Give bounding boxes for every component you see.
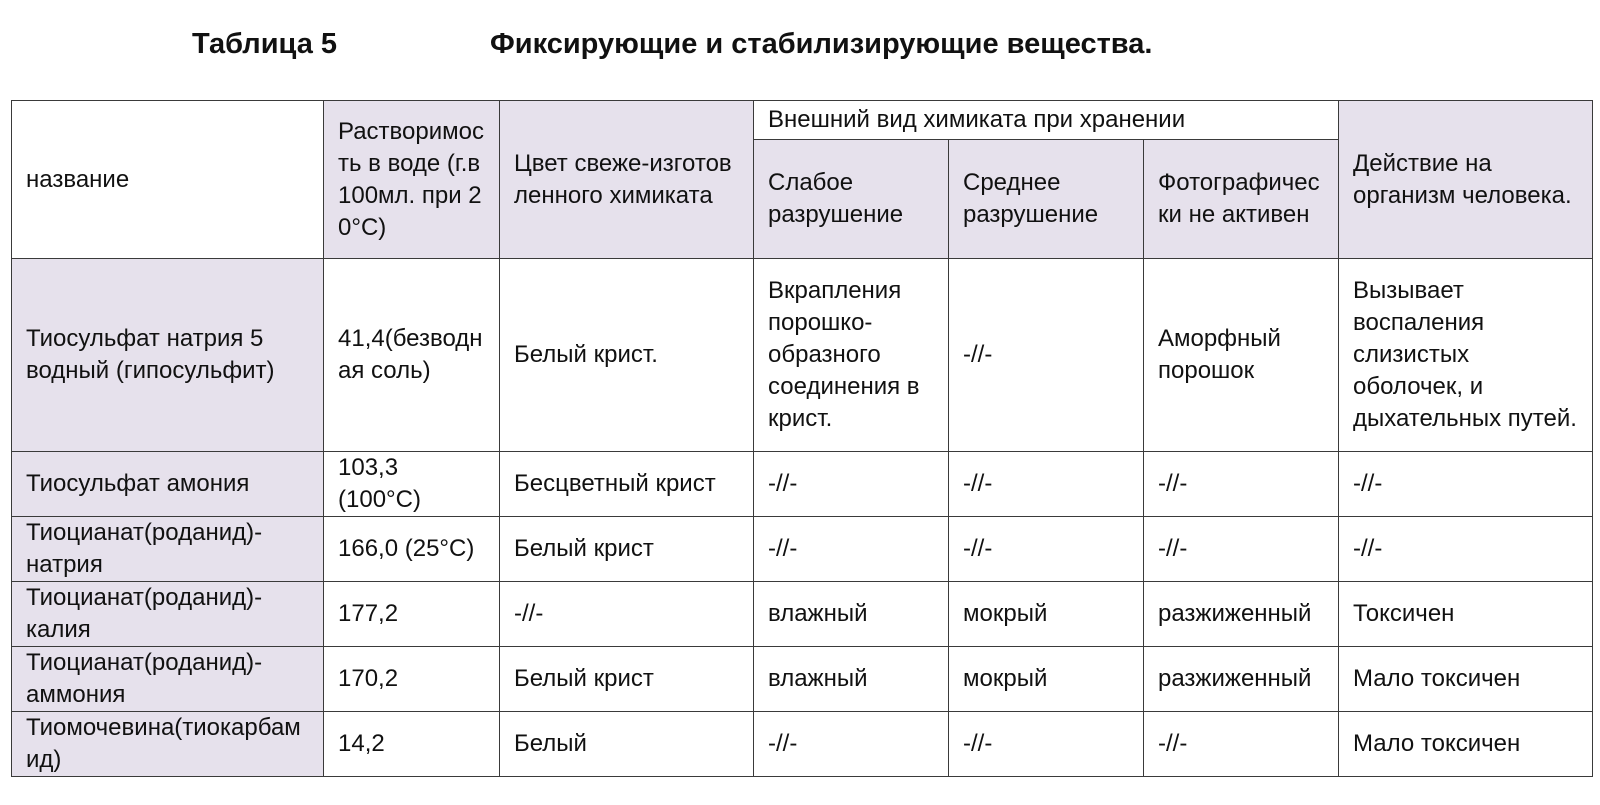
header-name: название bbox=[12, 101, 324, 259]
header-color: Цвет свеже-изготовленного химиката bbox=[500, 101, 754, 259]
cell-medium: -//- bbox=[949, 452, 1144, 517]
table-row bbox=[12, 452, 1593, 517]
header-effect: Действие на организм человека. bbox=[1339, 101, 1593, 259]
cell-inactive: Аморфный порошок bbox=[1144, 259, 1339, 452]
cell-effect: Токсичен bbox=[1339, 582, 1593, 647]
cell-name: Тиоцианат(роданид)-аммония bbox=[12, 647, 324, 712]
table-title: Фиксирующие и стабилизирующие вещества. bbox=[490, 28, 1153, 60]
cell-weak: -//- bbox=[754, 452, 949, 517]
cell-effect: -//- bbox=[1339, 452, 1593, 517]
cell-weak: -//- bbox=[754, 712, 949, 777]
cell-effect: Мало токсичен bbox=[1339, 647, 1593, 712]
cell-name: Тиосульфат амония bbox=[12, 452, 324, 517]
cell-inactive: -//- bbox=[1144, 452, 1339, 517]
cell-solubility: 103,3 (100°C) bbox=[324, 452, 500, 517]
table-number: Таблица 5 bbox=[192, 28, 338, 60]
table-row bbox=[12, 259, 1593, 452]
header-weak: Слабое разрушение bbox=[754, 140, 949, 259]
table-caption bbox=[0, 22, 1600, 66]
cell-weak: -//- bbox=[754, 517, 949, 582]
cell-effect: Вызывает воспаления слизистых оболочек, и дыхательных путей. bbox=[1339, 259, 1593, 452]
fixing-agents-table bbox=[11, 100, 1593, 777]
header-inactive: Фотографически не активен bbox=[1144, 140, 1339, 259]
cell-solubility: 41,4(безводная соль) bbox=[324, 259, 500, 452]
cell-name: Тиоцианат(роданид)-натрия bbox=[12, 517, 324, 582]
cell-weak: влажный bbox=[754, 582, 949, 647]
cell-medium: мокрый bbox=[949, 582, 1144, 647]
cell-color: -//- bbox=[500, 582, 754, 647]
cell-weak: влажный bbox=[754, 647, 949, 712]
cell-color: Белый крист. bbox=[500, 259, 754, 452]
cell-solubility: 166,0 (25°C) bbox=[324, 517, 500, 582]
table-row bbox=[12, 582, 1593, 647]
header-storage-group: Внешний вид химиката при хранении bbox=[754, 101, 1339, 140]
cell-solubility: 170,2 bbox=[324, 647, 500, 712]
cell-color: Белый bbox=[500, 712, 754, 777]
cell-name: Тиосульфат натрия 5 водный (гипосульфит) bbox=[12, 259, 324, 452]
cell-solubility: 177,2 bbox=[324, 582, 500, 647]
cell-color: Белый крист bbox=[500, 517, 754, 582]
cell-color: Белый крист bbox=[500, 647, 754, 712]
header-solubility: Растворимость в воде (г.в 100мл. при 20°C) bbox=[324, 101, 500, 259]
cell-inactive: -//- bbox=[1144, 517, 1339, 582]
cell-name: Тиоцианат(роданид)-калия bbox=[12, 582, 324, 647]
cell-medium: -//- bbox=[949, 712, 1144, 777]
cell-solubility: 14,2 bbox=[324, 712, 500, 777]
header-medium: Среднее разрушение bbox=[949, 140, 1144, 259]
cell-effect: Мало токсичен bbox=[1339, 712, 1593, 777]
cell-medium: -//- bbox=[949, 517, 1144, 582]
cell-color: Бесцветный крист bbox=[500, 452, 754, 517]
table-row bbox=[12, 647, 1593, 712]
table-row bbox=[12, 517, 1593, 582]
cell-effect: -//- bbox=[1339, 517, 1593, 582]
cell-inactive: разжиженный bbox=[1144, 647, 1339, 712]
header-row-top bbox=[12, 101, 1593, 140]
table-row bbox=[12, 712, 1593, 777]
cell-inactive: разжиженный bbox=[1144, 582, 1339, 647]
cell-inactive: -//- bbox=[1144, 712, 1339, 777]
cell-medium: мокрый bbox=[949, 647, 1144, 712]
cell-medium: -//- bbox=[949, 259, 1144, 452]
cell-name: Тиомочевина(тиокарбамид) bbox=[12, 712, 324, 777]
cell-weak: Вкрапления порошко-образного соединения в крист. bbox=[754, 259, 949, 452]
